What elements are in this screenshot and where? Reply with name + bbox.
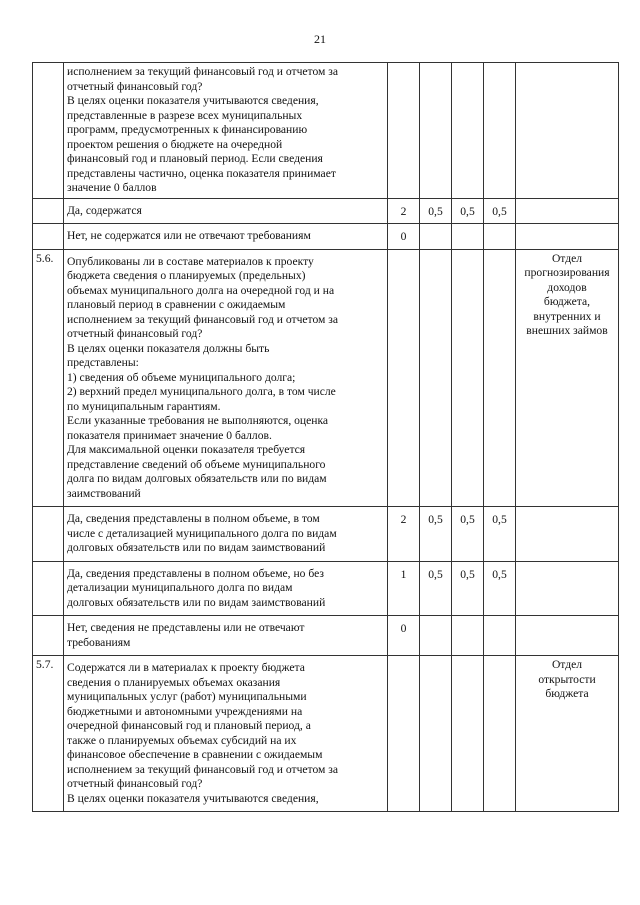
criterion-text-line: финансовый год и плановый период. Если сведения [67,152,323,165]
responsible-department [516,63,619,199]
weight-1 [420,249,452,507]
criterion-text-line: Если указанные требования не выполняются, оценка [67,414,329,427]
score-value: 2 [388,198,420,224]
criterion-text-line: программ, предусмотренных к финансированию [67,123,308,136]
score-value [388,656,420,812]
criterion-text-line: В целях оценки показателя учитываются сведения, [67,94,319,107]
department-line: прогнозирования [524,266,610,279]
table-row [33,507,619,562]
criterion-text-line: детализации муниципального долга по видам [67,581,293,594]
table-row [33,63,619,199]
criterion-text-line: Опубликованы ли в составе материалов к проекту [67,254,314,268]
criterion-text-line: представление сведений об объеме муниципального [67,457,326,471]
criterion-text-line: отчетный финансовый год? [67,327,203,340]
criterion-text-line: представлены частично, оценка показателя принимает [67,166,336,180]
item-number [33,561,64,616]
criterion-text-line: Содержатся ли в материалах к проекту бюджета [67,661,305,674]
weight-1 [420,656,452,812]
criterion-text-line: долга по видам долговых обязательств или по видам [67,472,327,485]
criterion-text-line: 2) верхний предел муниципального долга, в том числе [67,385,336,398]
criterion-text-line: проектом решения о бюджете на очередной [67,137,283,151]
criterion-text [64,224,388,250]
criterion-text-line: исполнением за текущий финансовый год и отчетом за [67,762,339,776]
page-number: 21 [314,32,326,46]
weight-3 [484,224,516,250]
weight-1: 0,5 [420,507,452,562]
criterion-text [64,63,388,199]
weight-3 [484,249,516,507]
criterion-text [64,198,388,224]
criterion-text-line: отчетный финансовый год? [67,777,203,790]
criterion-text-line: отчетный финансовый год? [67,79,203,93]
score-value: 0 [388,616,420,656]
criterion-text-line: показателя принимает значение 0 баллов. [67,428,272,442]
criterion-text-line: заимствований [67,486,141,500]
criterion-text-line: значение 0 баллов [67,181,157,194]
weight-3: 0,5 [484,507,516,562]
item-number [33,198,64,224]
weight-2 [452,249,484,507]
department-line: бюджета, [543,295,591,308]
criterion-text-line: В целях оценки показателя учитываются сведения, [67,791,319,805]
score-value: 1 [388,561,420,616]
criterion-text-line: представленные в разрезе всех муниципальных [67,108,303,122]
criterion-text [64,249,388,507]
responsible-department [516,249,619,507]
criterion-text-line: долговых обязательств или по видам заимствований [67,541,326,554]
weight-2 [452,616,484,656]
weight-3 [484,63,516,199]
criterion-text-line: представлены: [67,356,139,369]
criterion-text-line: плановый период в сравнении с ожидаемым [67,298,286,311]
responsible-department [516,656,619,812]
item-number: 5.7. [33,656,64,812]
responsible-department [516,198,619,224]
criterion-text-line: по муниципальным гарантиям. [67,399,221,413]
responsible-department [516,561,619,616]
criterion-text-line: Да, содержатся [67,203,142,217]
criterion-text-line: бюджетными и автономными учреждениями на [67,704,303,718]
weight-3: 0,5 [484,561,516,616]
criterion-text [64,507,388,562]
department-line: внешних займов [526,324,608,337]
weight-1: 0,5 [420,561,452,616]
score-value: 2 [388,507,420,562]
score-value [388,63,420,199]
weight-2: 0,5 [452,198,484,224]
responsible-department [516,616,619,656]
criterion-text-line: Нет, сведения не представлены или не отвечают [67,621,305,634]
criterion-text-line: объемах муниципального долга на очередной год и на [67,283,335,297]
criterion-text-line: также о планируемых объемах субсидий на их [67,733,297,747]
weight-2 [452,224,484,250]
item-number: 5.6. [33,249,64,507]
department-line: доходов [547,280,587,294]
criterion-text [64,561,388,616]
criterion-text-line: исполнением за текущий финансовый год и отчетом за [67,65,339,78]
criterion-text [64,616,388,656]
criterion-text-line: очередной финансовый год и плановый период, а [67,719,311,732]
criteria-table-body [33,63,619,812]
score-value: 0 [388,224,420,250]
score-value [388,249,420,507]
criterion-text-line: долговых обязательств или по видам заимствований [67,595,326,609]
table-row [33,616,619,656]
department-line: Отдел [551,251,583,265]
item-number [33,507,64,562]
table-row [33,561,619,616]
criterion-text-line: Нет, не содержатся или не отвечают требованиям [67,229,311,242]
weight-1 [420,63,452,199]
weight-3 [484,656,516,812]
weight-2 [452,63,484,199]
table-row [33,249,619,507]
department-line: внутренних и [533,309,601,323]
weight-1: 0,5 [420,198,452,224]
criterion-text-line: числе с детализацией муниципального долга по видам [67,526,337,540]
department-line: бюджета [545,687,589,700]
weight-2 [452,656,484,812]
criterion-text-line: Да, сведения представлены в полном объеме, в том [67,512,320,525]
weight-2: 0,5 [452,507,484,562]
criterion-text-line: Для максимальной оценки показателя требуется [67,443,306,456]
table-row [33,656,619,812]
weight-3: 0,5 [484,198,516,224]
criterion-text-line: сведения о планируемых объемах оказания [67,675,281,689]
weight-1 [420,224,452,250]
criteria-table [32,62,619,812]
responsible-department [516,507,619,562]
department-line: открытости [538,672,596,686]
criterion-text-line: требованиям [67,635,131,649]
criterion-text-line: В целях оценки показателя должны быть [67,341,270,355]
item-number [33,224,64,250]
weight-3 [484,616,516,656]
criterion-text-line: финансовое обеспечение в сравнении с ожидаемым [67,748,323,761]
criterion-text-line: исполнением за текущий финансовый год и отчетом за [67,312,339,326]
criterion-text-line: Да, сведения представлены в полном объеме, но без [67,566,324,580]
table-row [33,198,619,224]
item-number [33,616,64,656]
table-row [33,224,619,250]
criterion-text-line: бюджета сведения о планируемых (предельных) [67,269,306,282]
criterion-text [64,656,388,812]
responsible-department [516,224,619,250]
item-number [33,63,64,199]
weight-2: 0,5 [452,561,484,616]
department-line: Отдел [551,658,583,671]
weight-1 [420,616,452,656]
criterion-text-line: муниципальных услуг (работ) муниципальными [67,690,307,703]
criterion-text-line: 1) сведения об объеме муниципального долга; [67,370,296,384]
